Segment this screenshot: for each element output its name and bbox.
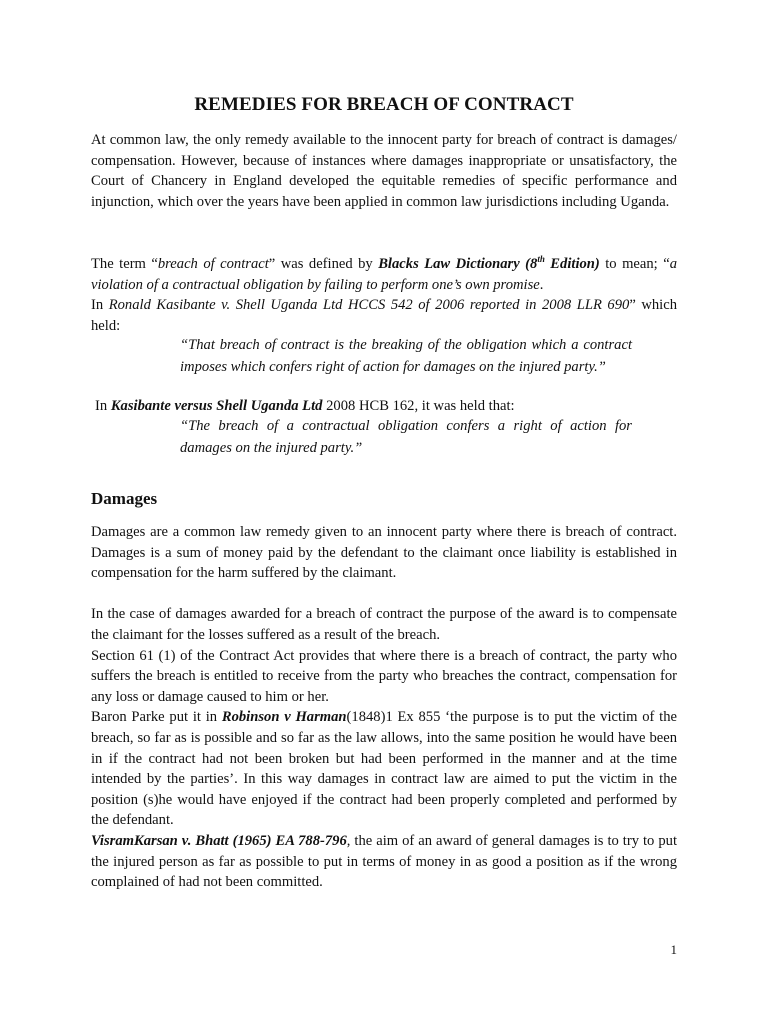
case-robinson: Robinson v Harman (221, 709, 347, 726)
case-visram: VisramKarsan v. Bhatt (1965) EA 788-796 (91, 832, 347, 849)
damages-body (91, 522, 677, 893)
definition-meaning: a violation of a contractual obligation by failing to perform one’s own promise (91, 256, 677, 293)
definition-text: The term “breach of contract” was defined by Blacks Law Dictionary (8th Edition) to mean; “a violation of a contractual obligation by failing to perform one’s own promise. (91, 254, 677, 293)
definition-mid: ” was defined by (268, 256, 379, 272)
page-number: 1 (670, 942, 677, 957)
definition-source: Blacks Law Dictionary (8th Edition) (378, 254, 600, 272)
case-kasibante: Kasibante versus Shell Uganda Ltd (110, 398, 323, 414)
intro-paragraph (91, 130, 677, 212)
definition-lead: The term “ (91, 256, 158, 272)
damages-p4: Baron Parke put it in Robinson v Harman(1848)1 Ex 855 ‘the purpose is to put the victim of the breach, so far as is possible and so far as the law allows, into the same position he would have been in if the contract had not been broken but had been performed in the manner and at the time intended by the parties’. In this way damages in contract law are aimed to put the victim in the position (s)he would have enjoyed if the contract had been properly completed and performed by the defendant. (91, 709, 678, 829)
definition-term: breach of contract (157, 256, 269, 272)
definition-paragraph (91, 254, 677, 336)
case-ref-ronald: Ronald Kasibante v. Shell Uganda Ltd HCCS 542 of 2006 reported in 2008 LLR 690 (108, 297, 630, 314)
damages-p1: Damages are a common law remedy given to an innocent party where there is breach of contract. Damages is a sum of money paid by the defendant to the claimant once liability is established in compensation for the harm suffered by the claimant. (91, 524, 677, 582)
section-heading-damages: Damages (91, 489, 158, 508)
quote-block-2 (180, 415, 632, 459)
damages-p5: VisramKarsan v. Bhatt (1965) EA 788-796, the aim of an award of general damages is to try to put the injured person as far as possible to put in terms of money in as good a position as if the wrong complained of had not been committed. (91, 832, 677, 891)
case-citation-ronald: In Ronald Kasibante v. Shell Uganda Ltd HCCS 542 of 2006 reported in 2008 LLR 690” which held: (91, 297, 677, 334)
damages-p3: Section 61 (1) of the Contract Act provides that where there is a breach of contract, the party who suffers the breach is entitled to receive from the party who breaches the contract, compensation for any loss or damage caused to him or her. (91, 647, 677, 705)
kasibante-paragraph: In Kasibante versus Shell Uganda Ltd 2008 HCB 162, it was held that: (95, 398, 515, 414)
damages-p2: In the case of damages awarded for a breach of contract the purpose of the award is to compensate the claimant for the losses suffered as a result of the breach. (91, 606, 677, 643)
intro-text: At common law, the only remedy available to the innocent party for breach of contract is damages/ compensation. However, because of instances where damages inappropriate or unsatisfactory, the Court of Chancery in England developed the equitable remedies of specific performance and injunction, which over the years have been applied in common law jurisdictions including Uganda. (91, 132, 677, 210)
quote-block-1 (180, 334, 632, 378)
quote-2-text: “The breach of a contractual obligation confers a right of action for damages on the injured party.” (180, 418, 632, 456)
page-title: REMEDIES FOR BREACH OF CONTRACT (194, 94, 574, 115)
quote-1-text: “That breach of contract is the breaking of the obligation which a contract imposes which confers right of action for damages on the injured party.” (180, 337, 632, 375)
definition-to-mean: to mean; “ (599, 256, 670, 272)
